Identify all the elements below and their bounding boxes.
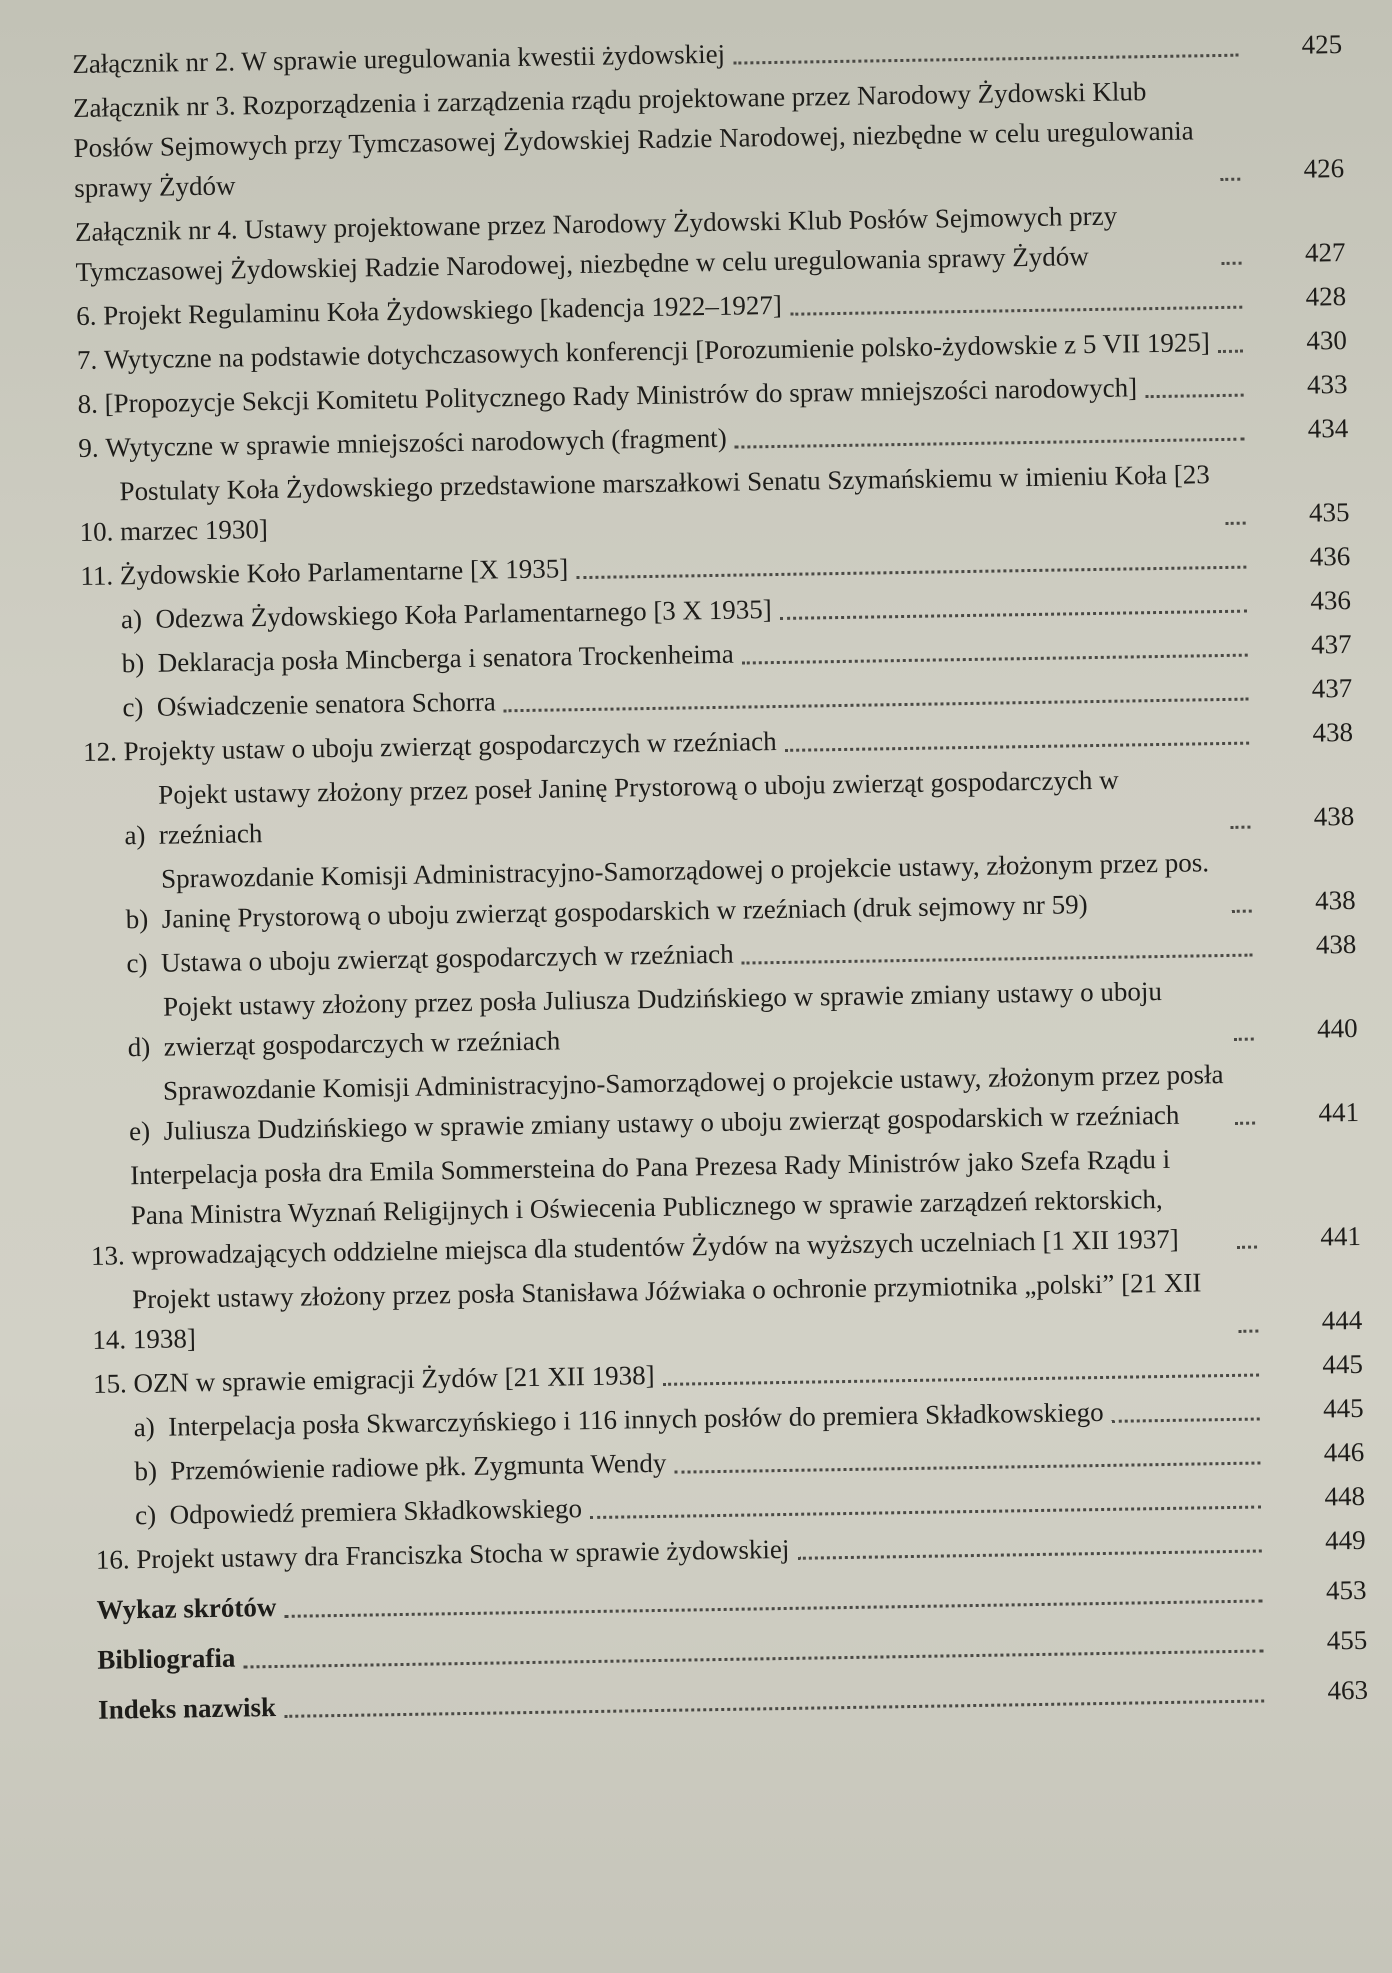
- toc-page-number: 426: [1303, 153, 1345, 184]
- dot-leader: [785, 742, 1249, 752]
- toc-entry-title: Wytyczne na podstawie dotychczasowych konferencji [Porozumienie polsko-żydowskie z 5 VII 1925]: [103, 327, 1211, 375]
- dot-leader: [663, 1374, 1259, 1386]
- dot-leader: [1112, 1418, 1260, 1423]
- toc-entry-title: Odpowiedź premiera Składkowskiego: [169, 1493, 583, 1530]
- toc-entry-number: 8.: [77, 388, 99, 419]
- dot-leader: [1226, 522, 1246, 525]
- dot-leader: [1237, 1246, 1257, 1249]
- toc-entry-title: Załącznik nr 2. W sprawie uregulowania kwestii żydowskiej: [72, 38, 726, 79]
- toc-page-number: 437: [1311, 672, 1353, 704]
- dot-leader: [742, 954, 1253, 965]
- toc-entry-title: Deklaracja posła Mincberga i senatora Trockenheima: [157, 638, 734, 678]
- toc-entry-title: Ustawa o uboju zwierząt gospodarczych w rzeźniach: [160, 938, 734, 978]
- toc-subentry: [83, 756, 1354, 856]
- toc-page-number: 448: [1324, 1480, 1366, 1512]
- dot-leader: [244, 1649, 1264, 1668]
- toc-entry-number: 12.: [82, 736, 118, 767]
- toc-entry-title: Oświadczenie senatora Schorra: [156, 686, 496, 722]
- toc-page-number: 438: [1312, 716, 1354, 748]
- toc-entry-number: 13.: [90, 1240, 126, 1271]
- toc-entry-title: Projekt ustawy złożony przez posła Stanisława Jóźwiaka o ochronie przymiotnika „polski” [21 XII 1938]: [131, 1267, 1202, 1355]
- toc-entry-number: b): [134, 1455, 158, 1487]
- dot-leader: [576, 566, 1246, 580]
- dot-leader: [284, 1599, 1262, 1617]
- toc-entry-number: c): [126, 947, 148, 979]
- toc-page-number: 438: [1313, 800, 1355, 832]
- toc-entry-number: b): [121, 647, 145, 679]
- toc-entry-title: Żydowskie Koło Parlamentarne [X 1935]: [119, 553, 569, 591]
- toc-page-number: 455: [1326, 1624, 1368, 1656]
- dot-leader: [1220, 178, 1240, 181]
- toc-page-number: 453: [1325, 1574, 1367, 1606]
- toc-entry-number: d): [127, 1031, 151, 1063]
- toc-entry-number: a): [120, 603, 143, 635]
- dot-leader: [790, 306, 1242, 316]
- table-of-contents: [72, 24, 1368, 1730]
- toc-page-number: 438: [1314, 884, 1356, 916]
- toc-page-number: 436: [1309, 540, 1351, 572]
- toc-entry-title: Wykaz skrótów: [96, 1591, 277, 1625]
- toc-entry: [91, 1260, 1362, 1360]
- toc-entry: [79, 452, 1350, 552]
- toc-entry-number: a): [133, 1411, 155, 1443]
- toc-page-number: 438: [1315, 928, 1357, 960]
- toc-entry-title: Bibliografia: [97, 1642, 236, 1675]
- dot-leader: [780, 610, 1247, 620]
- dot-leader: [797, 1549, 1261, 1559]
- toc-page-number: 433: [1306, 369, 1348, 400]
- toc-entry-title: OZN w sprawie emigracji Żydów [21 XII 1938]: [133, 1360, 655, 1399]
- toc-entry-number: 16.: [95, 1544, 130, 1575]
- toc-page-number: 435: [1308, 496, 1350, 528]
- toc-page-number: 463: [1327, 1674, 1369, 1706]
- toc-entry-number: 11.: [80, 560, 114, 591]
- toc-entry-number: 6.: [76, 300, 97, 331]
- toc-entry-number: e): [128, 1115, 151, 1147]
- toc-page-number: 449: [1324, 1524, 1366, 1556]
- dot-leader: [735, 438, 1245, 449]
- dot-leader: [674, 1462, 1260, 1474]
- toc-entry-title: Wytyczne w sprawie mniejszości narodowych (fragment): [105, 422, 727, 463]
- toc-subentry: [85, 840, 1356, 940]
- toc-entry-number: 9.: [78, 432, 99, 463]
- toc-entry-title: Interpelacja posła dra Emila Sommersteina do Pana Prezesa Rady Ministrów jako Szefa Rządu i Pana Ministra Wyznań Religijnych i Oświecenia Publicznego w sprawie zarządzeń rektorskich, wprowadzających oddzielne miejsca dla studentów Żydów na wyższych uczelniach [1 XII 1937]: [130, 1143, 1179, 1271]
- toc-section: [96, 1570, 1366, 1630]
- toc-page-number: 427: [1304, 237, 1346, 268]
- dot-leader: [1238, 1330, 1258, 1333]
- toc-subentry: [88, 1052, 1359, 1152]
- dot-leader: [1235, 1122, 1255, 1125]
- toc-entry: [73, 68, 1345, 208]
- toc-page-number: 434: [1307, 413, 1349, 444]
- toc-page-number: 425: [1301, 29, 1343, 60]
- toc-entry-title: Załącznik nr 4. Ustawy projektowane przez Narodowy Żydowski Klub Posłów Sejmowych przy Tymczasowej Żydowskiej Radzie Narodowej, niezbędne w celu uregulowania sprawy Żydów: [74, 200, 1118, 287]
- toc-page-number: 430: [1306, 325, 1348, 356]
- toc-subentry: [87, 968, 1358, 1068]
- dot-leader: [590, 1506, 1261, 1520]
- dot-leader: [284, 1699, 1264, 1717]
- toc-page-number: 428: [1305, 281, 1347, 312]
- toc-entry-number: 10.: [79, 516, 114, 547]
- toc-entry-title: Przemówienie radiowe płk. Zygmunta Wendy: [170, 1447, 667, 1486]
- toc-entry-title: Projekt Regulaminu Koła Żydowskiego [kadencja 1922–1927]: [103, 289, 783, 331]
- toc-entry-title: Pojekt ustawy złożony przez posła Juliusza Dudzińskiego w sprawie zmiany ustawy o uboju zwierząt gospodarczych w rzeźniach: [162, 976, 1163, 1062]
- toc-page-number: 445: [1322, 1392, 1364, 1424]
- toc-entry-title: Indeks nazwisk: [97, 1692, 277, 1725]
- dot-leader: [1230, 826, 1250, 829]
- toc-entry-title: [Propozycje Sekcji Komitetu Politycznego Rady Ministrów do spraw mniejszości narodowych]: [104, 372, 1138, 419]
- toc-entry-number: 7.: [76, 344, 98, 375]
- toc-page-number: 441: [1318, 1096, 1360, 1128]
- toc-entry-number: b): [125, 903, 149, 935]
- toc-entry-title: Projekt ustawy dra Franciszka Stocha w sprawie żydowskiej: [136, 1533, 790, 1575]
- toc-page-number: 437: [1310, 628, 1352, 660]
- toc-page-number: 440: [1316, 1012, 1358, 1044]
- toc-entry: [89, 1136, 1361, 1276]
- toc-entry-number: 15.: [92, 1368, 128, 1399]
- dot-leader: [733, 54, 1238, 65]
- dot-leader: [1145, 394, 1243, 399]
- toc-entry-title: Załącznik nr 3. Rozporządzenia i zarządzenia rządu projektowane przez Narodowy Żydowski Klub Posłów Sejmowych przy Tymczasowej Żydowskiej Radzie Narodowej, niezbędne w celu uregulowania sprawy Żydów: [72, 76, 1194, 203]
- toc-entry-title: Sprawozdanie Komisji Administracyjno-Samorządowej o projekcie ustawy, złożonym przez posła Juliusza Dudzińskiego w sprawie zmiany ustawy o uboju zwierząt gospodarskich w rzeźniach: [162, 1059, 1224, 1146]
- toc-page-number: 446: [1323, 1436, 1365, 1468]
- toc-entry-title: Interpelacja posła Skwarczyńskiego i 116 innych posłów do premiera Składkowskiego: [167, 1396, 1104, 1442]
- toc-entry-number: a): [124, 819, 146, 851]
- dot-leader: [742, 654, 1248, 665]
- toc-entry-number: c): [134, 1499, 157, 1531]
- dot-leader: [1218, 350, 1243, 353]
- toc-section: [97, 1620, 1367, 1680]
- toc-page-number: 436: [1310, 584, 1352, 616]
- toc-page-number: 444: [1321, 1304, 1363, 1336]
- dot-leader: [1222, 262, 1242, 265]
- toc-entry-title: Odezwa Żydowskiego Koła Parlamentarnego [3 X 1935]: [155, 594, 773, 634]
- toc-page-number: 441: [1320, 1220, 1362, 1252]
- toc-entry-title: Pojekt ustawy złożony przez poseł Janinę Prystorową o uboju zwierząt gospodarczych w rzeźniach: [158, 764, 1119, 850]
- dot-leader: [1232, 910, 1252, 913]
- toc-entry-title: Postulaty Koła Żydowskiego przedstawione marszałkowi Senatu Szymańskiemu w imieniu Koła [23 marzec 1930]: [119, 459, 1210, 547]
- toc-entry-number: 14.: [92, 1324, 127, 1355]
- dot-leader: [504, 698, 1249, 713]
- toc-entry-number: c): [122, 691, 144, 723]
- toc-entry-title: Sprawozdanie Komisji Administracyjno-Samorządowej o projekcie ustawy, złożonym przez pos. Janinę Prystorową o uboju zwierząt gospodarskich w rzeźniach (druk sejmowy nr 59): [160, 847, 1210, 934]
- toc-entry: [75, 192, 1346, 292]
- dot-leader: [1234, 1038, 1254, 1041]
- toc-section: [98, 1670, 1368, 1730]
- toc-entry-title: Projekty ustaw o uboju zwierząt gospodarczych w rzeźniach: [123, 726, 777, 767]
- toc-page-number: 445: [1322, 1348, 1364, 1380]
